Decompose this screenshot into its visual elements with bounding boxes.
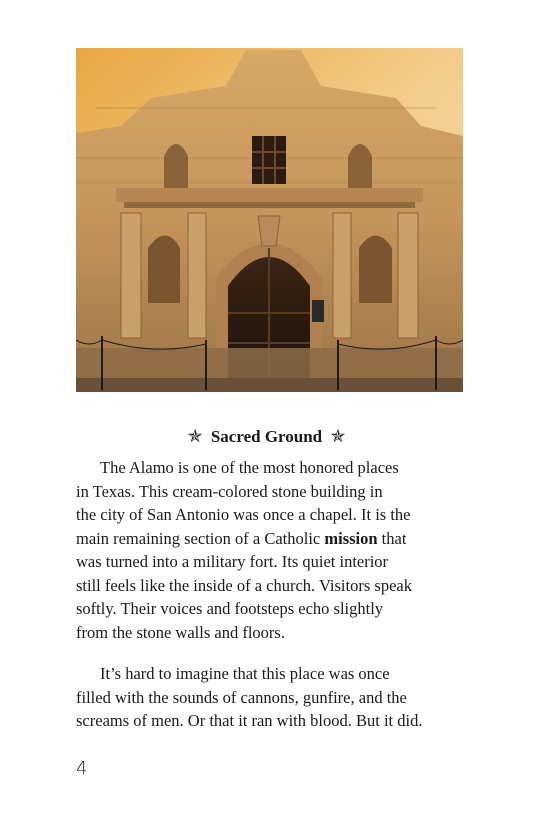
paragraph-2 — [76, 662, 476, 733]
text-line: The Alamo is one of the most honored places — [100, 458, 399, 477]
text-line — [76, 527, 476, 551]
text-line: in Texas. This cream-colored stone building in — [76, 481, 383, 501]
text-segment: main remaining section of a Catholic — [76, 528, 325, 548]
text-line: was turned into a military fort. Its quiet interior — [76, 552, 389, 571]
text-line: It’s hard to imagine that this place was once — [100, 664, 390, 683]
section-heading — [0, 423, 533, 450]
star-icon-left: ✯ — [187, 426, 203, 446]
page-number: 4 — [76, 758, 88, 779]
paragraph-1 — [76, 456, 476, 644]
text-segment: that — [377, 528, 407, 548]
text-line: still feels like the inside of a church. Visitors speak — [76, 575, 412, 595]
section-title: Sacred Ground — [210, 427, 323, 446]
text-line: from the stone walls and floors. — [76, 622, 285, 642]
text-line: screams of men. Or that it ran with blood. But it did. — [76, 711, 423, 730]
text-line: the city of San Antonio was once a chapel. It is the — [76, 505, 411, 524]
text-line: filled with the sounds of cannons, gunfire, and the — [76, 687, 407, 707]
alamo-photo — [76, 48, 463, 392]
text-line: softly. Their voices and footsteps echo slightly — [76, 599, 384, 618]
star-icon-right: ✯ — [330, 426, 346, 446]
vocab-word-mission: mission — [324, 528, 378, 548]
